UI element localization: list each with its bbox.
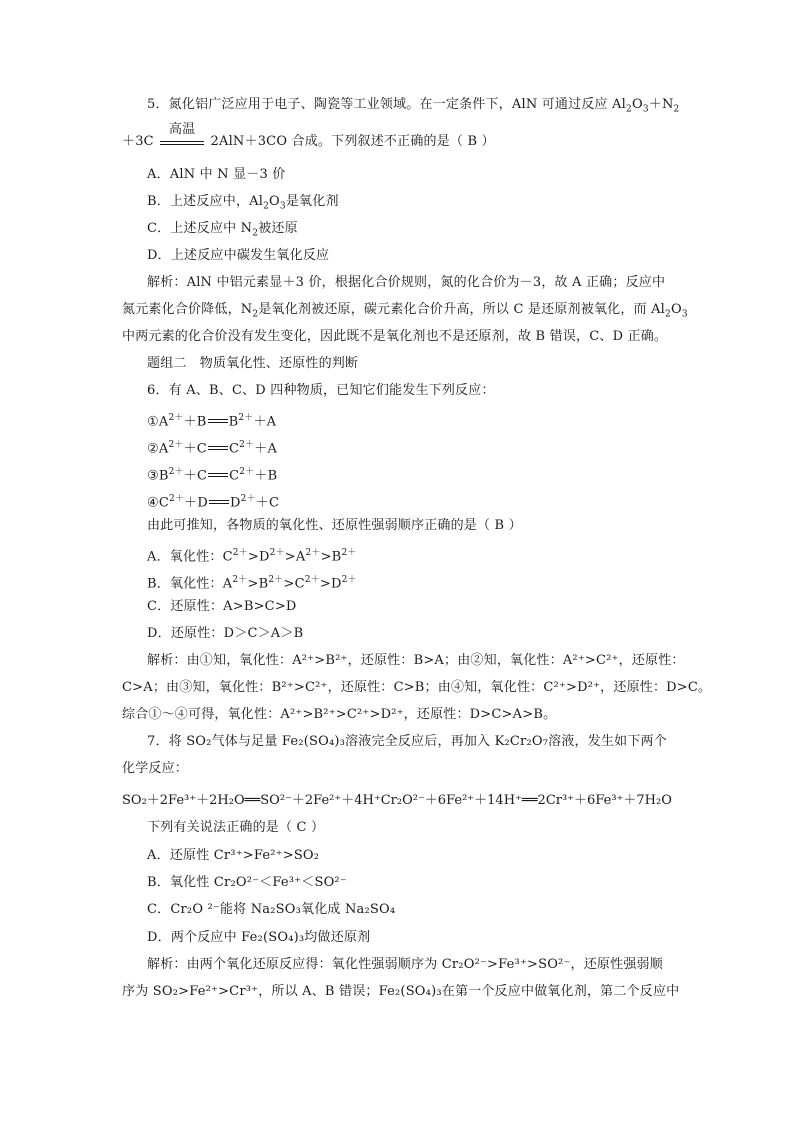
q5-stem-line2: ＋3C 高温 2AlN＋3CO 合成。下列叙述不正确的是（ B ）	[122, 122, 495, 149]
q6-explanation-line1: 解析：由①知，氧化性：A²⁺>B²⁺，还原性：B>A；由②知，氧化性：A²⁺>C²⁺，还原性：	[147, 653, 685, 668]
q5-stem-line1: 5．氮化铝广泛应用于电子、陶瓷等工业领域。在一定条件下，AlN 可通过反应 $Al_2O_3+N_2$	[147, 97, 680, 115]
q5-option-b: B．上述反应中，$Al_2O_3$是氧化剂	[147, 194, 339, 212]
q6-reaction-1: $①A^{2+}+B$ $B^{2+}+A$	[147, 413, 277, 430]
q6-option-a: A．氧化性：$C^{2+}>D^{2+}>A^{2+}>B^{2+}$	[147, 548, 357, 565]
q6-stem: 6．有 A、B、C、D 四种物质，已知它们能发生下列反应：	[147, 383, 495, 398]
q7-explanation-line1: 解析：由两个氧化还原反应得：氧化性强弱顺序为 Cr₂O²⁻>Fe³⁺>SO²⁻，还原性强弱顺	[147, 957, 663, 972]
reaction-condition: 高温	[158, 133, 206, 151]
q5-option-c: C．上述反应中 $N_2$被还原	[147, 221, 298, 239]
q5-explanation-line3: 中两元素的化合价没有发生变化，因此既不是氧化剂也不是还原剂，故 B 错误，C、D 正确。	[122, 329, 668, 344]
q6-explanation-line3: 综合①～④可得，氧化性：A²⁺>B²⁺>C²⁺>D²⁺，还原性：D>C>A>B。	[122, 707, 557, 722]
q5-option-a: A．AlN 中 N 显－3 价	[147, 167, 286, 182]
q6-option-d: D．还原性：D＞C＞A＞B	[147, 626, 304, 641]
q7-option-c: C．Cr₂O ²⁻能将 Na₂SO₃氧化成 Na₂SO₄	[147, 902, 396, 917]
q6-reaction-4: $④C^{2+}+D$ $D^{2+}+C$	[147, 494, 280, 511]
q5-explanation-line2: 氮元素化合价降低，$N_2$是氧化剂被还原，碳元素化合价升高，所以 C 是还原剂被氧化，而 $Al_2O_3$	[122, 302, 688, 320]
q6-question: 由此可推知，各物质的氧化性、还原性强弱顺序正确的是（ B ）	[147, 518, 522, 533]
q7-equations: SO₂＋2Fe³⁺＋2H₂O══SO²⁻＋2Fe²⁺＋4H⁺Cr₂O²⁻＋6Fe²⁺＋14H⁺══2Cr³⁺＋6Fe³⁺＋7H₂O	[122, 793, 672, 808]
q6-explanation-line2: C>A；由③知，氧化性：B²⁺>C²⁺，还原性：C>B；由④知，氧化性：C²⁺>D²⁺，还原性：D>C。	[122, 680, 712, 695]
q7-stem-line2: 化学反应：	[122, 761, 189, 776]
q7-option-a: A．还原性 Cr³⁺>Fe²⁺>SO₂	[147, 848, 320, 863]
q5-option-d: D．上述反应中碳发生氧化反应	[147, 248, 330, 263]
q6-option-c: C．还原性：A>B>C>D	[147, 599, 297, 614]
q5-explanation-line1: 解析：AlN 中铝元素显＋3 价，根据化合价规则，氮的化合价为－3，故 A 正确；反应中	[147, 275, 666, 290]
group2-heading: 题组二 物质氧化性、还原性的判断	[147, 356, 359, 371]
q7-stem-line1: 7．将 SO₂气体与足量 Fe₂(SO₄)₃溶液完全反应后，再加入 K₂Cr₂O₇溶液，发生如下两个	[147, 734, 667, 749]
q7-question: 下列有关说法正确的是（ C ）	[147, 820, 325, 835]
q6-reaction-3: $③B^{2+}+C$ $C^{2+}+B$	[147, 467, 278, 484]
q7-option-b: B．氧化性 Cr₂O²⁻＜Fe³⁺＜SO²⁻	[147, 875, 347, 890]
q6-option-b: B．氧化性：$A^{2+}>B^{2+}>C^{2+}>D^{2+}$	[147, 575, 357, 592]
q7-explanation-line2: 序为 SO₂>Fe²⁺>Cr³⁺，所以 A、B 错误；Fe₂(SO₄)₃在第一个反应中做氧化剂，第二个反应中	[122, 984, 680, 999]
q6-reaction-2: $②A^{2+}+C$ $C^{2+}+A$	[147, 440, 278, 457]
q7-option-d: D．两个反应中 Fe₂(SO₄)₃均做还原剂	[147, 930, 371, 945]
